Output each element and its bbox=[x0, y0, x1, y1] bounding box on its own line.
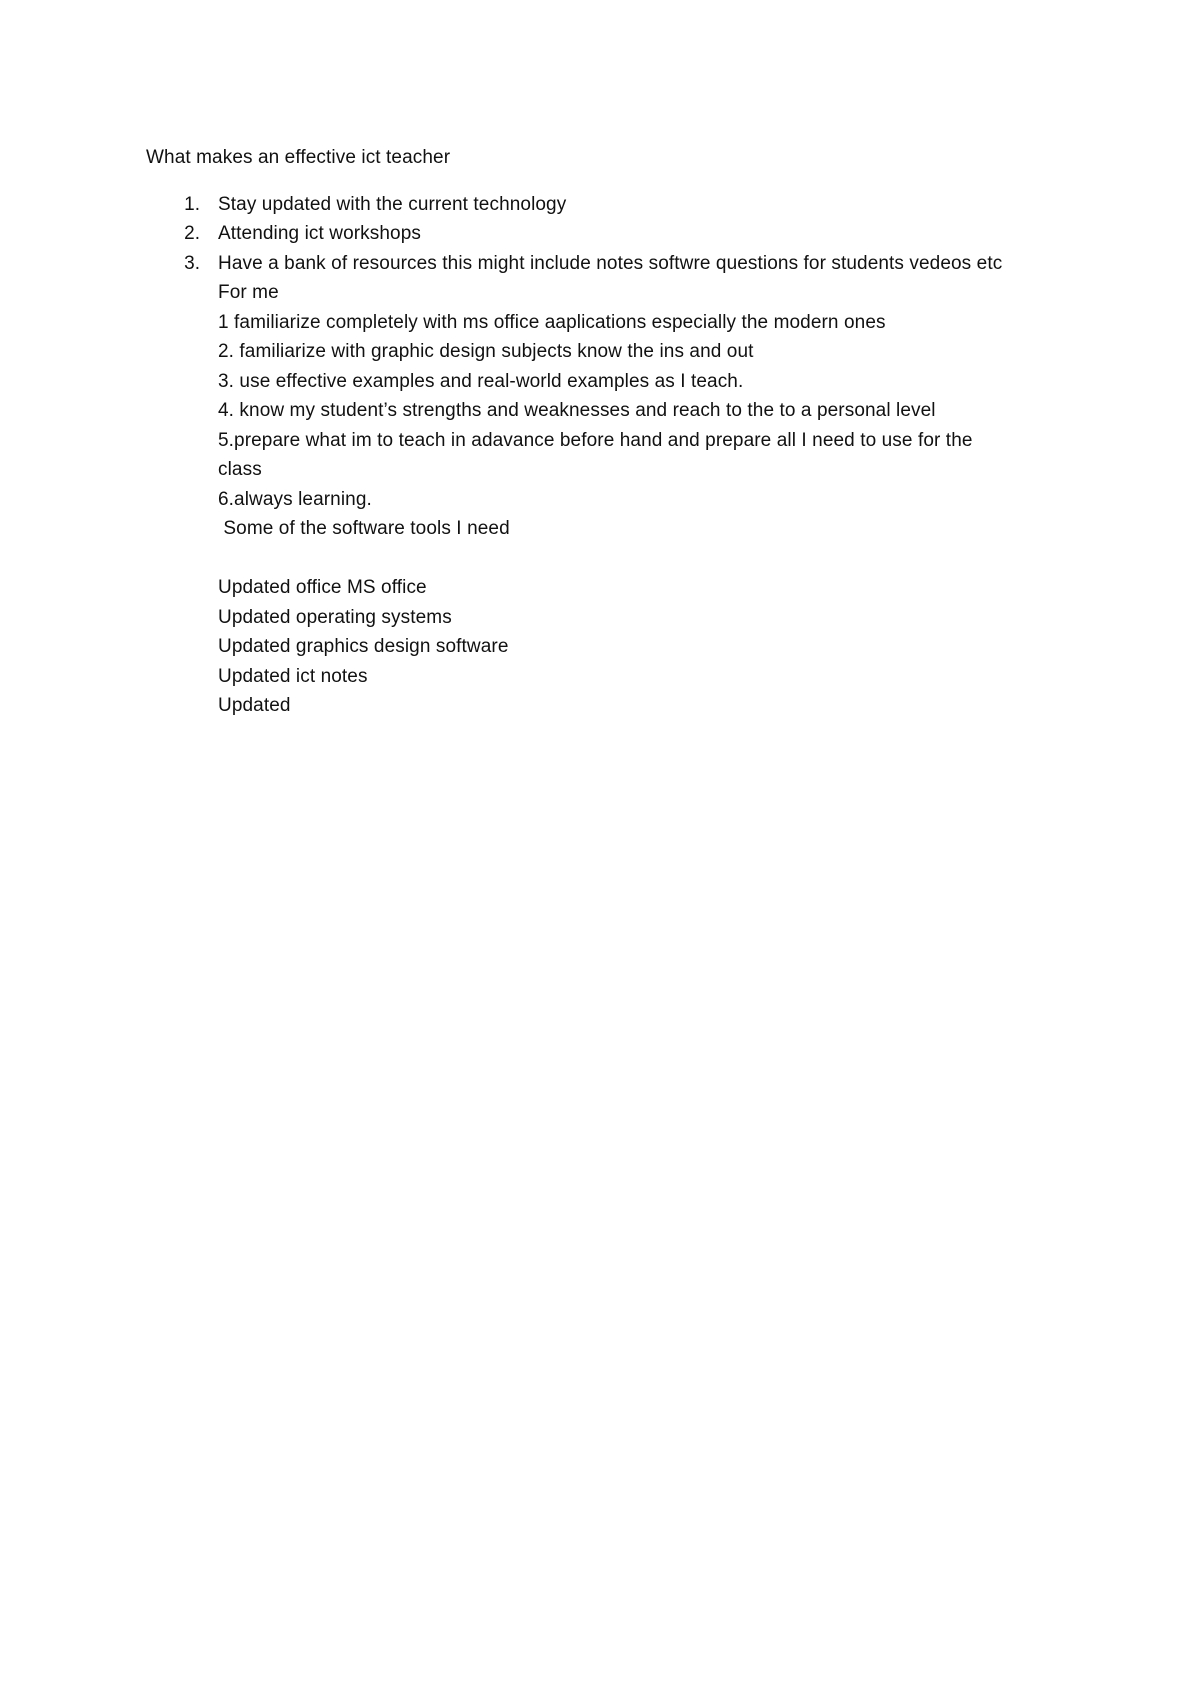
for-me-item: 4. know my student’s strengths and weaknesses and reach to the to a personal level bbox=[218, 400, 936, 421]
for-me-item: 6.always learning. bbox=[218, 489, 372, 510]
for-me-item: 1 familiarize completely with ms office aaplications especially the modern ones bbox=[218, 312, 886, 333]
for-me-item: 3. use effective examples and real-world examples as I teach. bbox=[218, 371, 744, 392]
software-tool-item: Updated bbox=[218, 695, 291, 716]
document-title: What makes an effective ict teacher bbox=[146, 147, 451, 168]
for-me-heading: For me bbox=[218, 282, 279, 303]
list-number: 3. bbox=[184, 253, 200, 274]
list-item: Have a bank of resources this might include notes softwre questions for students vedeos etc bbox=[218, 253, 1003, 274]
list-number: 2. bbox=[184, 223, 200, 244]
for-me-item: 5.prepare what im to teach in adavance before hand and prepare all I need to use for the bbox=[218, 430, 973, 451]
for-me-item: 2. familiarize with graphic design subjects know the ins and out bbox=[218, 341, 754, 362]
software-tool-item: Updated office MS office bbox=[218, 577, 427, 598]
list-item: Stay updated with the current technology bbox=[218, 194, 567, 215]
list-item: Attending ict workshops bbox=[218, 223, 421, 244]
list-number: 1. bbox=[184, 194, 200, 215]
for-me-item: class bbox=[218, 459, 262, 480]
software-tool-item: Updated operating systems bbox=[218, 607, 452, 628]
software-tools-heading: Some of the software tools I need bbox=[218, 518, 510, 539]
software-tool-item: Updated graphics design software bbox=[218, 636, 509, 657]
software-tool-item: Updated ict notes bbox=[218, 666, 368, 687]
